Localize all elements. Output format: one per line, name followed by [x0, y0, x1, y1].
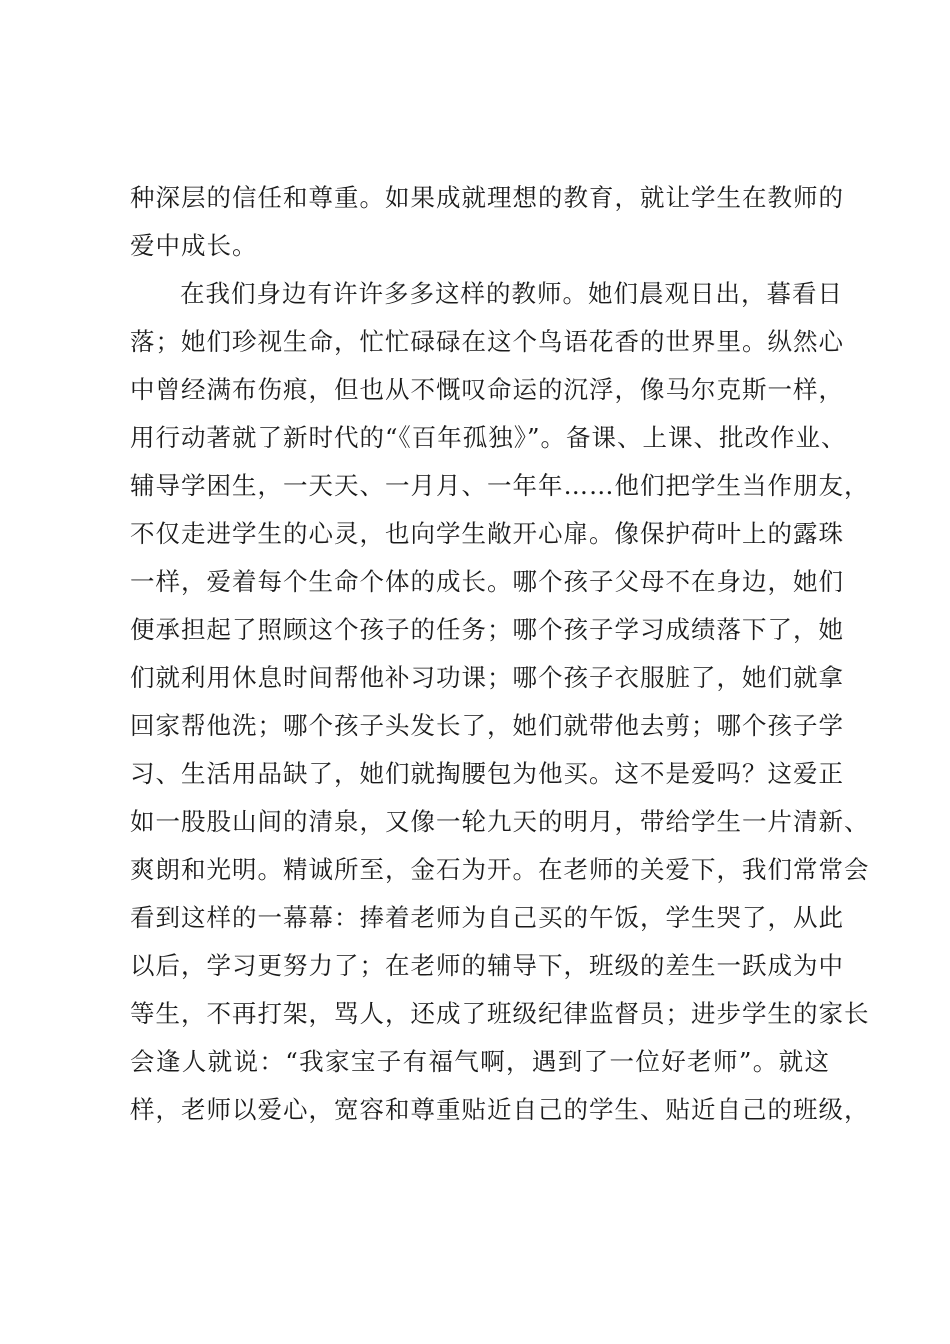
- text-line: 如一股股山间的清泉，又像一轮九天的明月，带给学生一片清新、: [130, 807, 870, 836]
- text-line: 回家帮他洗；哪个孩子头发长了，她们就带他去剪；哪个孩子学: [130, 711, 844, 740]
- text-line: 便承担起了照顾这个孩子的任务；哪个孩子学习成绩落下了，她: [130, 615, 844, 644]
- document-body: [130, 174, 870, 1134]
- text-line: 爽朗和光明。精诚所至，金石为开。在老师的关爱下，我们常常会: [130, 855, 870, 884]
- text-line: 样，老师以爱心，宽容和尊重贴近自己的学生、贴近自己的班级，: [130, 1095, 870, 1124]
- text-line: 落；她们珍视生命，忙忙碌碌在这个鸟语花香的世界里。纵然心: [130, 327, 844, 356]
- text-line: 等生，不再打架，骂人，还成了班级纪律监督员；进步学生的家长: [130, 999, 870, 1028]
- text-line: 们就利用休息时间帮他补习功课；哪个孩子衣服脏了，她们就拿: [130, 663, 844, 692]
- text-line: 看到这样的一幕幕：捧着老师为自己买的午饭，学生哭了，从此: [130, 903, 844, 932]
- paragraph-2: [130, 270, 870, 1134]
- text-line: 习、生活用品缺了，她们就掏腰包为他买。这不是爱吗？这爱正: [130, 759, 844, 788]
- text-line: 用行动著就了新时代的“《百年孤独》”。备课、上课、批改作业、: [130, 423, 847, 452]
- text-line: 在我们身边有许许多多这样的教师。她们晨观日出，暮看日: [180, 279, 843, 308]
- text-line: 中曾经满布伤痕，但也从不慨叹命运的沉浮，像马尔克斯一样，: [130, 375, 844, 404]
- text-line: 以后，学习更努力了；在老师的辅导下，班级的差生一跃成为中: [130, 951, 844, 980]
- text-line: 不仅走进学生的心灵，也向学生敞开心扉。像保护荷叶上的露珠: [130, 519, 844, 548]
- paragraph-1: [130, 174, 844, 270]
- text-line: 辅导学困生，一天天、一月月、一年年……他们把学生当作朋友，: [130, 471, 870, 500]
- text-line: 一样，爱着每个生命个体的成长。哪个孩子父母不在身边，她们: [130, 567, 844, 596]
- text-line: 爱中成长。: [130, 231, 258, 260]
- text-line: 种深层的信任和尊重。如果成就理想的教育，就让学生在教师的: [130, 183, 844, 212]
- text-line: 会逢人就说：“我家宝子有福气啊，遇到了一位好老师”。就这: [130, 1047, 830, 1076]
